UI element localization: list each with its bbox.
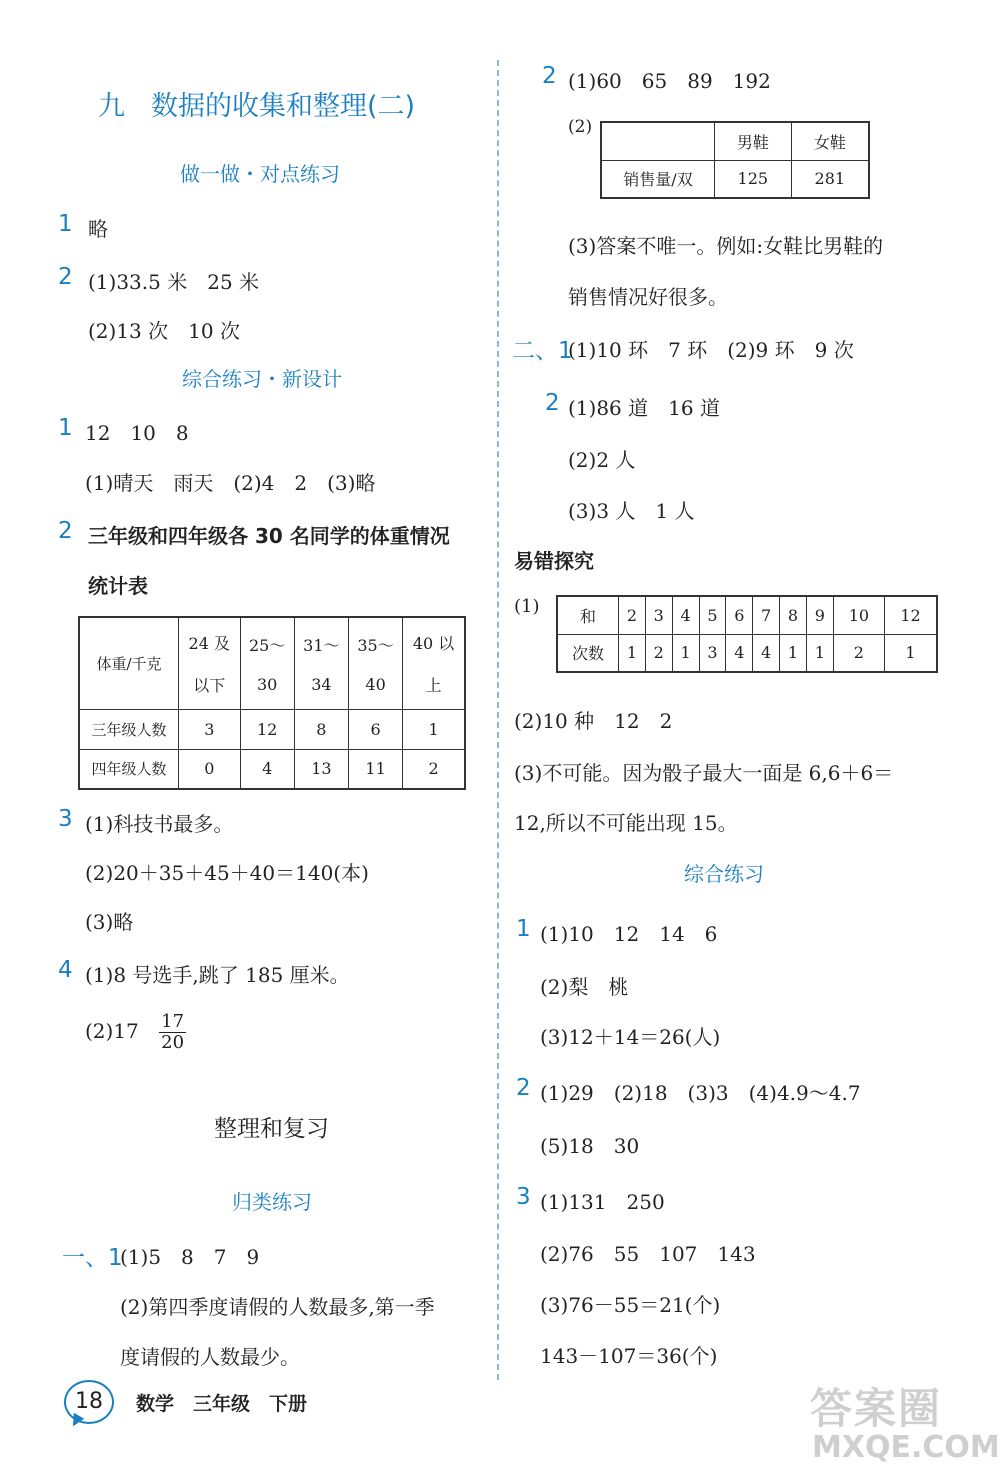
answer-text: 12 10 8 xyxy=(85,421,189,445)
question-number: 3 xyxy=(516,1184,531,1210)
question-number: 1 xyxy=(516,916,531,942)
table-cell: 7 xyxy=(753,596,780,634)
table-cell: 3 xyxy=(645,596,672,634)
table-row-label: 次数 xyxy=(557,634,619,672)
watermark-logo: 答案圈 xyxy=(810,1384,943,1433)
fraction-denominator: 20 xyxy=(161,1031,185,1053)
table-caption: 统计表 xyxy=(88,574,148,598)
table-cell: 4 xyxy=(726,634,753,672)
table-corner-cell xyxy=(601,122,715,160)
answer-text: (2)第四季度请假的人数最多,第一季 xyxy=(120,1295,435,1319)
answer-text: 略 xyxy=(88,217,108,241)
answer-text: (3)76－55＝21(个) xyxy=(540,1293,721,1317)
answer-text: (3)答案不唯一。例如:女鞋比男鞋的 xyxy=(568,234,884,258)
answer-text: (3)不可能。因为骰子最大一面是 6,6＋6＝ xyxy=(514,761,894,785)
table-row-label: 销售量/双 xyxy=(601,160,715,198)
shoe-sales-table xyxy=(600,121,870,199)
question-number: 二、1 xyxy=(512,338,573,364)
answer-label: (2) xyxy=(568,117,593,137)
question-number: 2 xyxy=(516,1075,531,1101)
table-cell: 1 xyxy=(403,709,465,749)
question-number: 3 xyxy=(58,806,73,832)
table-cell: 2 xyxy=(645,634,672,672)
answer-text: (1)33.5 米 25 米 xyxy=(88,270,260,294)
answer-text: (1)科技书最多。 xyxy=(85,812,234,836)
answer-text: 度请假的人数最少。 xyxy=(120,1345,300,1369)
answer-text: (5)18 30 xyxy=(540,1134,640,1158)
table-cell: 12 xyxy=(240,709,294,749)
table-cell: 0 xyxy=(179,749,241,789)
table-cell: 1 xyxy=(806,634,833,672)
table-cell: 1 xyxy=(885,634,938,672)
answer-text: 12,所以不可能出现 15。 xyxy=(514,811,738,835)
watermark-url: MXQE.COM xyxy=(812,1430,1000,1465)
page-number: 18 xyxy=(75,1389,103,1414)
section-heading: 综合练习・新设计 xyxy=(182,367,342,391)
table-cell: 11 xyxy=(348,749,402,789)
book-title: 数学 三年级 下册 xyxy=(136,1393,308,1415)
question-number: 1 xyxy=(58,211,73,237)
section-heading: 综合练习 xyxy=(684,862,764,886)
section-title: 整理和复习 xyxy=(214,1116,329,1142)
answer-text: (3)3 人 1 人 xyxy=(568,499,695,523)
table-col-header: 女鞋 xyxy=(791,122,869,160)
table-cell: 4 xyxy=(240,749,294,789)
answer-text: (2)20＋35＋45＋40＝140(本) xyxy=(85,861,369,885)
question-number: 2 xyxy=(58,518,73,544)
answer-text: 143－107＝36(个) xyxy=(540,1344,718,1368)
section-heading: 易错探究 xyxy=(514,549,594,573)
table-cell: 2 xyxy=(403,749,465,789)
table-col-header: 31～ 34 xyxy=(294,617,348,709)
chapter-number: 九 xyxy=(98,91,125,122)
answer-text: (1)晴天 雨天 (2)4 2 (3)略 xyxy=(85,471,376,495)
table-cell: 6 xyxy=(348,709,402,749)
answer-text: (1)60 65 89 192 xyxy=(568,69,771,93)
table-col-header: 24 及 以下 xyxy=(179,617,241,709)
answer-text: (2)10 种 12 2 xyxy=(514,709,673,733)
table-cell: 1 xyxy=(672,634,699,672)
answer-text: (1)5 8 7 9 xyxy=(120,1245,260,1269)
table-cell: 4 xyxy=(672,596,699,634)
section-heading: 做一做・对点练习 xyxy=(180,162,340,186)
question-number: 4 xyxy=(58,957,73,983)
table-cell: 2 xyxy=(619,596,646,634)
table-col-header: 男鞋 xyxy=(715,122,792,160)
table-cell: 8 xyxy=(780,596,807,634)
fraction xyxy=(159,1012,186,1053)
section-heading: 归类练习 xyxy=(232,1190,312,1214)
answer-text: (1)131 250 xyxy=(540,1190,665,1214)
column-divider xyxy=(497,60,499,1380)
fraction-numerator: 17 xyxy=(161,1011,185,1032)
table-cell: 125 xyxy=(715,160,792,198)
weight-table xyxy=(78,616,466,790)
table-cell: 3 xyxy=(699,634,726,672)
table-row-label: 三年级人数 xyxy=(79,709,179,749)
table-cell: 2 xyxy=(833,634,884,672)
table-cell: 5 xyxy=(699,596,726,634)
question-number: 2 xyxy=(542,63,557,89)
table-header-label: 体重/千克 xyxy=(79,617,179,709)
answer-text: (1)10 12 14 6 xyxy=(540,922,718,946)
table-col-header: 35～ 40 xyxy=(348,617,402,709)
table-cell: 3 xyxy=(179,709,241,749)
answer-text: (2)2 人 xyxy=(568,448,636,472)
table-cell: 1 xyxy=(780,634,807,672)
answer-text: (3)12＋14＝26(人) xyxy=(540,1025,721,1049)
table-cell: 6 xyxy=(726,596,753,634)
answer-text: (2)76 55 107 143 xyxy=(540,1242,756,1266)
answer-text: (1)10 环 7 环 (2)9 环 9 次 xyxy=(568,338,854,362)
table-col-header: 40 以 上 xyxy=(403,617,465,709)
question-number: 一、1 xyxy=(62,1245,123,1271)
table-cell: 9 xyxy=(806,596,833,634)
answer-text: (1)8 号选手,跳了 185 厘米。 xyxy=(85,963,350,987)
table-cell: 281 xyxy=(791,160,869,198)
answer-text: (2)13 次 10 次 xyxy=(88,319,240,343)
chapter-name: 数据的收集和整理(二) xyxy=(151,91,416,122)
table-cell: 1 xyxy=(619,634,646,672)
answer-fraction-line xyxy=(85,1012,186,1053)
answer-text: (1)29 (2)18 (3)3 (4)4.9～4.7 xyxy=(540,1081,861,1105)
answer-label: (1) xyxy=(514,596,540,617)
table-cell: 10 xyxy=(833,596,884,634)
question-number: 1 xyxy=(58,415,73,441)
answer-text: 销售情况好很多。 xyxy=(568,285,728,309)
table-cell: 8 xyxy=(294,709,348,749)
answer-text: (2)17 xyxy=(85,1018,139,1043)
table-row-label: 四年级人数 xyxy=(79,749,179,789)
table-cell: 13 xyxy=(294,749,348,789)
question-number: 2 xyxy=(545,390,560,416)
table-col-header: 25～ 30 xyxy=(240,617,294,709)
answer-text: (3)略 xyxy=(85,910,134,934)
dice-sum-table xyxy=(556,595,938,673)
table-caption: 三年级和四年级各 30 名同学的体重情况 xyxy=(88,524,450,548)
table-cell: 12 xyxy=(885,596,938,634)
answer-text: (2)梨 桃 xyxy=(540,975,629,999)
question-number: 2 xyxy=(58,264,73,290)
table-cell: 4 xyxy=(753,634,780,672)
table-row-label: 和 xyxy=(557,596,619,634)
answer-text: (1)86 道 16 道 xyxy=(568,396,720,420)
chapter-title xyxy=(98,84,415,123)
